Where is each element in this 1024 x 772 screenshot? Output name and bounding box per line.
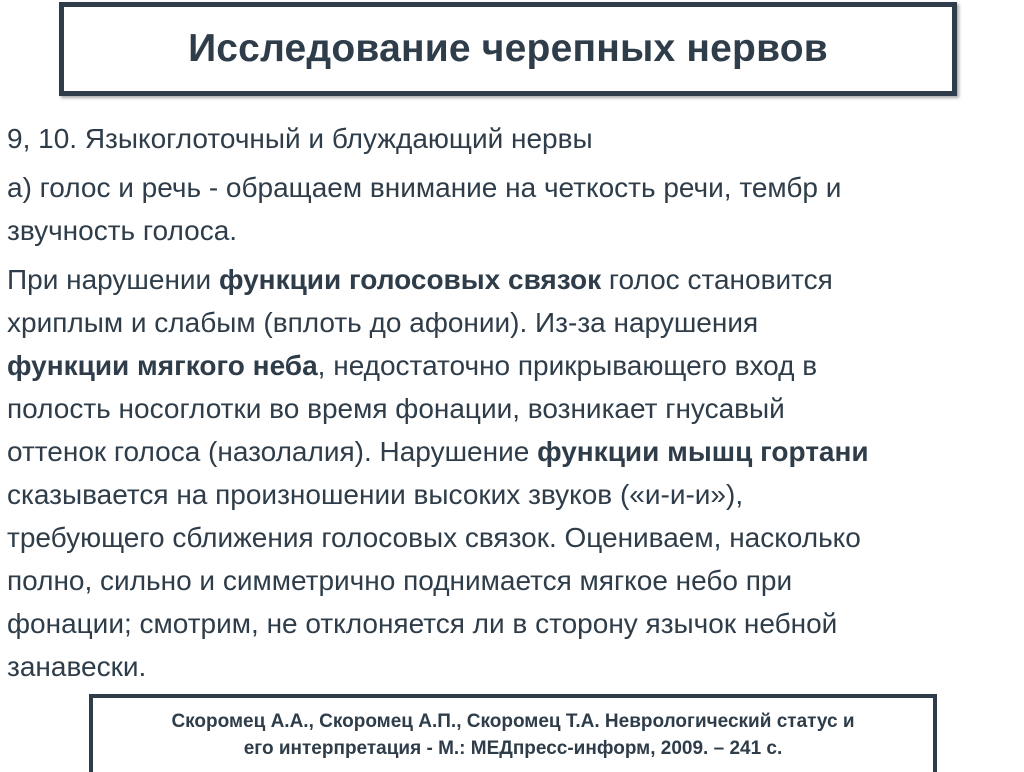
para-l3-post: , недостаточно прикрывающего вход в: [317, 350, 818, 381]
para-l1-bold: функции голосовых связок: [218, 264, 602, 295]
slide-content: [7, 117, 1017, 688]
para-l5-pre: оттенок голоса (назолалия). Нарушение: [7, 436, 538, 467]
para-l1-pre: При нарушении: [7, 264, 219, 295]
nerves-heading: 9, 10. Языкоглоточный и блуждающий нервы: [7, 123, 593, 154]
reference-line1: Скоромец А.А., Скоромец А.П., Скоромец Т.А. Неврологический статус и: [171, 711, 855, 732]
para-l9: фонации; смотрим, не отклоняется ли в сторону язычок небной: [7, 608, 838, 639]
para-l5-bold: функции мышц гортани: [537, 436, 869, 467]
item-a-line1: а) голос и речь - обращаем внимание на четкость речи, тембр и: [7, 172, 842, 203]
para-l4: полость носоглотки во время фонации, возникает гнусавый: [7, 393, 785, 424]
item-a-line2: звучность голоса.: [7, 215, 238, 246]
reference-box: [89, 694, 937, 772]
reference-line2: его интерпретация - М.: МЕДпресс-информ, 2009. – 241 с.: [243, 738, 783, 759]
item-a: [7, 166, 1017, 252]
main-paragraph: [7, 258, 1017, 688]
para-l10: занавески.: [7, 651, 147, 682]
para-l2: хриплым и слабым (вплоть до афонии). Из-за нарушения: [7, 307, 759, 338]
slide-title: Исследование черепных нервов: [188, 27, 828, 70]
para-l7: требующего сближения голосовых связок. Оцениваем, насколько: [7, 522, 861, 553]
para-l3-bold: функции мягкого неба: [7, 350, 318, 381]
para-l8: полно, сильно и симметрично поднимается мягкое небо при: [7, 565, 793, 596]
para-l1-post: голос становится: [601, 264, 833, 295]
para-l6: сказывается на произношении высоких звуков («и-и-и»),: [7, 479, 744, 510]
title-box: [59, 2, 957, 96]
